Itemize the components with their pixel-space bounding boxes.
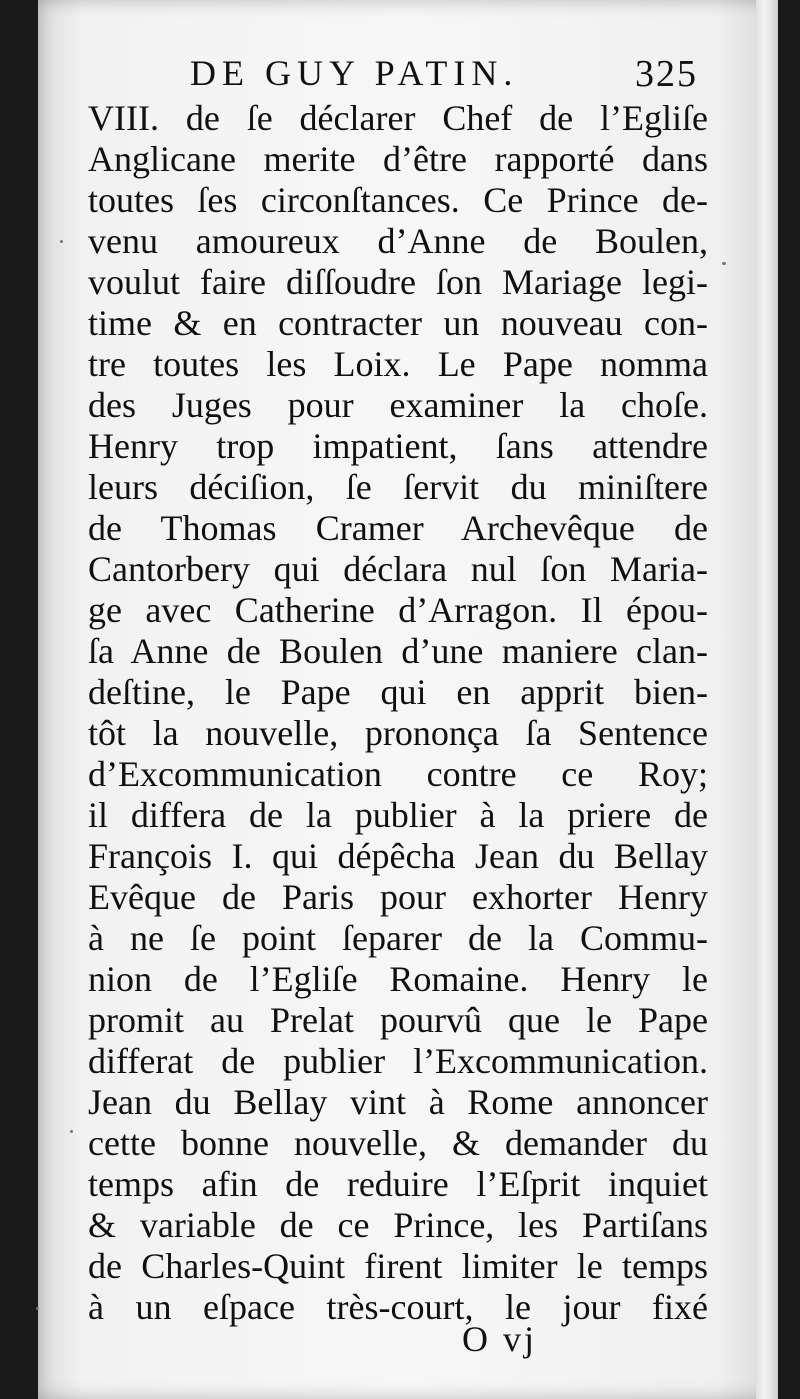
text-line: de Charles-Quint firent limiter le temps — [88, 1246, 708, 1286]
text-line: cette bonne nouvelle, & demander du — [88, 1123, 708, 1163]
text-line: tre toutes les Loix. Le Pape nomma — [88, 344, 708, 384]
text-line: differat de publier l’Excommunication. — [88, 1041, 708, 1081]
body-text — [88, 98, 708, 1328]
text-line: voulut faire diſſoudre ſon Mariage legi- — [88, 262, 708, 302]
text-line: deſtine, le Pape qui en apprit bien- — [88, 672, 708, 712]
text-line: promit au Prelat pourvû que le Pape — [88, 1000, 708, 1040]
text-line: François I. qui dépêcha Jean du Bellay — [88, 836, 708, 876]
text-line: Evêque de Paris pour exhorter Henry — [88, 877, 708, 917]
print-speck — [60, 240, 63, 243]
text-line: time & en contracter un nouveau con- — [88, 303, 708, 343]
text-line: des Juges pour examiner la choſe. — [88, 385, 708, 425]
text-line: Henry trop impatient, ſans attendre — [88, 426, 708, 466]
text-line: toutes ſes circonſtances. Ce Prince de- — [88, 180, 708, 220]
text-line: Jean du Bellay vint à Rome annoncer — [88, 1082, 708, 1122]
running-title: DE GUY PATIN. — [190, 53, 519, 93]
page-edge — [756, 0, 778, 1399]
text-line: ſa Anne de Boulen d’une maniere clan- — [88, 631, 708, 671]
text-line: venu amoureux d’Anne de Boulen, — [88, 221, 708, 261]
page-header — [190, 52, 710, 102]
text-line: & variable de ce Prince, les Partiſans — [88, 1205, 708, 1245]
text-line: Anglicane merite d’être rapporté dans — [88, 139, 708, 179]
page-number: 325 — [635, 53, 698, 95]
text-line: VIII. de ſe déclarer Chef de l’Egliſe — [88, 98, 708, 138]
text-line: tôt la nouvelle, prononça ſa Sentence — [88, 713, 708, 753]
text-line: à un eſpace très-court, le jour fixé — [88, 1287, 708, 1327]
text-line: Cantorbery qui déclara nul ſon Maria- — [88, 549, 708, 589]
text-line: d’Excommunication contre ce Roy; — [88, 754, 708, 794]
signature-mark: O vj — [462, 1319, 537, 1359]
print-speck — [70, 1130, 73, 1133]
text-line: ge avec Catherine d’Arragon. Il épou- — [88, 590, 708, 630]
text-line: temps afin de reduire l’Eſprit inquiet — [88, 1164, 708, 1204]
print-speck — [722, 262, 726, 265]
print-speck — [36, 1307, 39, 1310]
text-line: à ne ſe point ſeparer de la Commu- — [88, 918, 708, 958]
text-line: il differa de la publier à la priere de — [88, 795, 708, 835]
text-line: leurs déciſion, ſe ſervit du miniſtere — [88, 467, 708, 507]
text-line: de Thomas Cramer Archevêque de — [88, 508, 708, 548]
text-line: nion de l’Egliſe Romaine. Henry le — [88, 959, 708, 999]
